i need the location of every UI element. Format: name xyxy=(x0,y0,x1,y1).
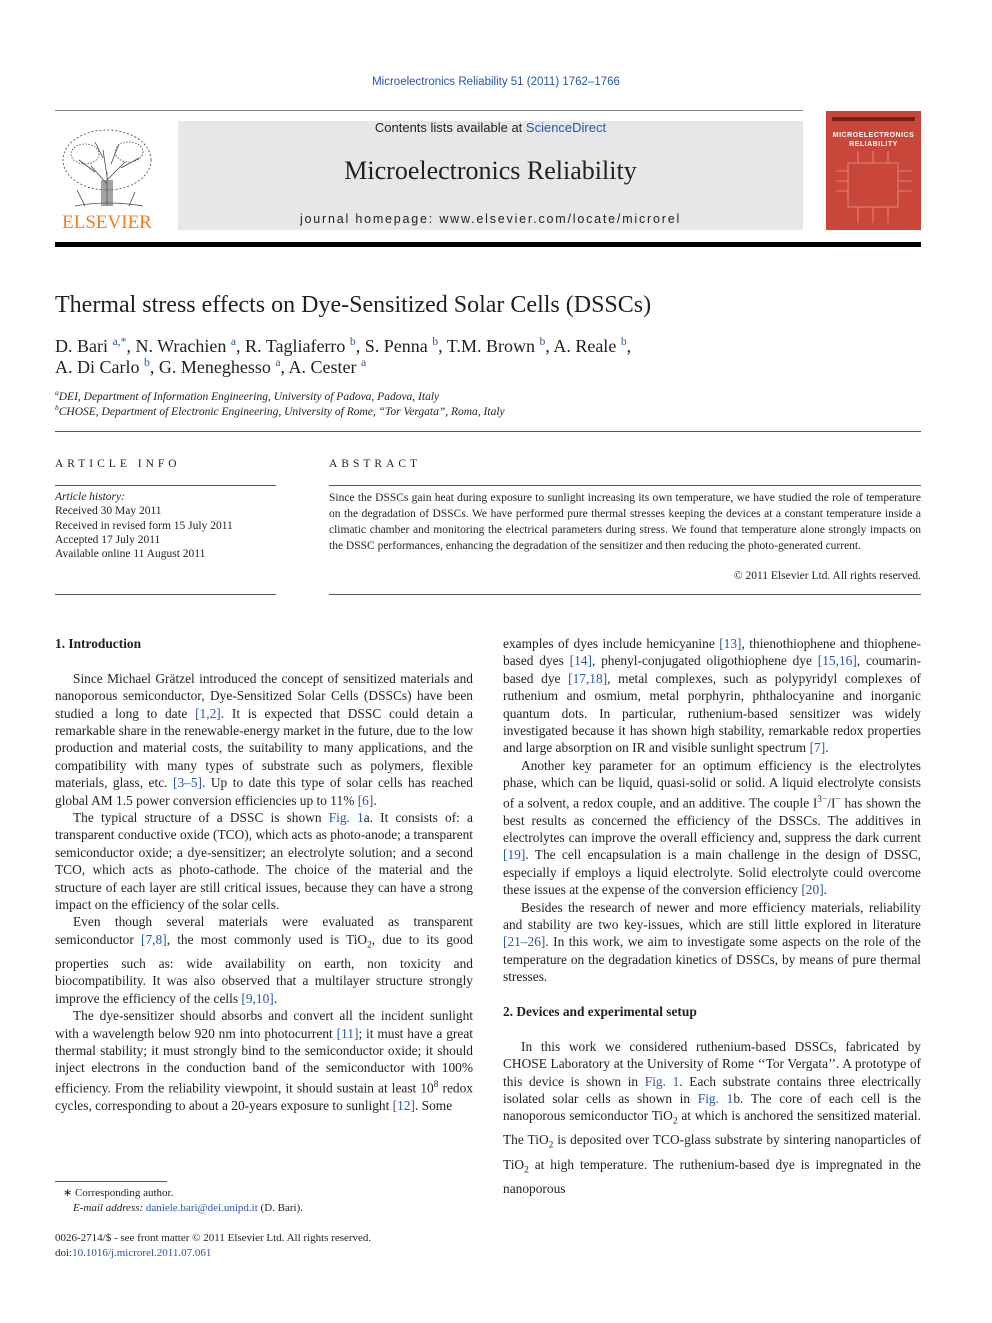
affiliation-b-text: CHOSE, Department of Electronic Engineering, University of Rome, “Tor Vergata”, Roma, Italy xyxy=(58,405,505,418)
author-affiliation-mark[interactable]: b xyxy=(349,335,356,348)
journal-cover xyxy=(826,111,921,230)
affiliation-rule xyxy=(55,431,921,432)
cover-circuit-icon xyxy=(826,111,921,230)
citation-link[interactable]: [1,2] xyxy=(195,705,221,721)
citation-link[interactable]: [14] xyxy=(569,653,592,669)
citation-link[interactable]: [11] xyxy=(336,1025,359,1041)
superscript: 8 xyxy=(433,1079,439,1090)
asterisk-mark: ∗ xyxy=(63,1187,75,1199)
footnote-rule xyxy=(55,1181,167,1182)
citation-link[interactable]: [19] xyxy=(503,847,526,863)
abstract-rule-bottom xyxy=(329,594,921,595)
author-name: A. Reale xyxy=(553,336,617,356)
body-right-column xyxy=(503,635,921,1197)
paragraph-text: , due to its good properties such as: wide availability on earth, non toxicity and biocompatibility. It was also observed that a multilayer structure strongly improve the efficiency of the cells xyxy=(55,931,474,1006)
cover-title-line-1: MICROELECTRONICS xyxy=(832,132,915,139)
author-affiliation-mark[interactable]: b xyxy=(539,335,546,348)
citation-link[interactable]: [9,10] xyxy=(241,990,274,1006)
citation-link[interactable]: [20] xyxy=(801,882,824,898)
section-2-heading: 2. Devices and experimental setup xyxy=(503,1003,697,1019)
author-name: N. Wrachien xyxy=(135,336,227,356)
body-left-column xyxy=(55,635,473,1114)
email-link[interactable]: daniele.bari@dei.unipd.it xyxy=(145,1202,258,1214)
author-affiliation-mark[interactable]: b xyxy=(144,356,150,369)
history-revised: Received in revised form 15 July 2011 xyxy=(55,519,233,532)
email-label: E-mail address: xyxy=(73,1202,146,1214)
affiliation-a-mark: a xyxy=(55,388,59,397)
paragraph-text: . In this work, we aim to investigate some aspects on the role of the temperature on the degradation kinetics of DSSCs, by means of pure thermal stresses. xyxy=(503,934,921,985)
paragraph-text: a. It consists of: a transparent conductive oxide (TCO), which acts as photo-anode; a transparent semiconductor oxide; a dye-sensitizer; an electrolyte solution; and a second TCO, which acts as photo-cathode. The choice of the material and the structure of each layer are still critical issues, because they can have a strong impact on the efficiency of the solar cells. xyxy=(55,810,473,913)
superscript: − xyxy=(835,794,841,805)
author-affiliation-mark[interactable]: a xyxy=(361,356,367,369)
paragraph-text: examples of dyes include hemicyanine xyxy=(503,636,720,651)
issn-line: 0026-2714/$ - see front matter © 2011 Elsevier Ltd. All rights reserved. xyxy=(55,1232,372,1244)
citation-link[interactable]: [3–5] xyxy=(173,775,203,791)
author-name: G. Meneghesso xyxy=(158,357,271,377)
paragraph-text: b. The core of each cell is the nanoporous semiconductor TiO xyxy=(503,1091,921,1124)
elsevier-logo xyxy=(55,120,159,232)
author-name: A. Di Carlo xyxy=(55,357,140,377)
paragraph-text: at high temperature. The ruthenium-based dye is impregnated in the nanoporous xyxy=(503,1156,921,1196)
cover-title-line-2: RELIABILITY xyxy=(849,141,898,148)
abstract-heading: ABSTRACT xyxy=(329,458,422,470)
paragraph-text: , the most commonly used is TiO xyxy=(166,931,368,947)
paragraph-text: . Each substrate contains three electrically isolated solar cells as shown in xyxy=(503,1073,922,1106)
paragraph-text: . It is expected that DSSC could detain a remarkable share in the renewable-energy market in the future, due to the low production and material costs, the suitability to many applications, and the compatibility with many types of substrate such as polymers, flexible materials, glass, etc. xyxy=(55,705,474,791)
figure-reference[interactable]: Fig. 1 xyxy=(328,810,364,826)
article-history xyxy=(55,490,276,561)
journal-homepage[interactable]: journal homepage: www.elsevier.com/locate/microrel xyxy=(299,212,682,226)
paragraph xyxy=(503,1038,921,1197)
subscript: 2 xyxy=(367,940,372,951)
citation-link[interactable]: [21–26] xyxy=(503,934,546,950)
paragraph-text: The dye-sensitizer should absorbs and convert all the incident sunlight with a wavelength below 920 nm into photocurrent xyxy=(55,1008,473,1041)
email-suffix: (D. Bari). xyxy=(257,1202,303,1214)
author-name: A. Cester xyxy=(288,357,357,377)
author-name: D. Bari xyxy=(55,336,108,356)
authors-line-1: D. Bari $^{a,*}$, N. Wrachien $^a$, R. Tagliaferro $^b$, S. Penna $^b$, T.M. Brown $^b$, A. Reale $^b$, xyxy=(55,335,632,356)
paragraph-text: . xyxy=(825,740,829,756)
author-affiliation-mark[interactable]: b xyxy=(432,335,439,348)
paragraph-text: /I xyxy=(827,795,836,811)
paragraph-text: has shown the best results as concerned the efficiency of the DSSCs. The additives in electrolytes can improve the overall efficiency and, suppress the dark current xyxy=(503,795,921,845)
footnote xyxy=(55,1186,303,1216)
citation-link[interactable]: [7] xyxy=(809,740,826,756)
paragraph-text: The typical structure of a DSSC is shown xyxy=(73,810,329,826)
figure-reference[interactable]: Fig. 1 xyxy=(697,1091,734,1106)
figure-reference[interactable]: Fig. 1 xyxy=(644,1073,680,1089)
paragraph-text: at which is anchored the sensitized material. The TiO xyxy=(503,1108,921,1148)
article-info-rule-bottom xyxy=(55,594,276,595)
paragraph-text: is deposited over TCO-glass substrate by sintering nanoparticles of TiO xyxy=(503,1132,921,1172)
paragraph xyxy=(55,670,473,809)
affiliation-a xyxy=(55,388,439,403)
affiliation-b xyxy=(55,403,505,418)
paragraph-text: Even though several materials were evaluated as transparent semiconductor xyxy=(55,914,473,947)
elsevier-wordmark: ELSEVIER xyxy=(62,212,152,232)
paragraph-text: Another key parameter for an optimum efficiency is the electrolytes phase, which can be liquid, quasi-solid or solid. A liquid electrolyte consists of a solvent, a redox couple, and an additive. The couple I xyxy=(503,757,921,811)
author-name: R. Tagliaferro xyxy=(245,336,346,356)
paragraph-text: , metal complexes, such as polypyridyl complexes of ruthenium and osmium, metal porphyrin, phthalocyanine and inorganic quantum dots. In particular, ruthenium-based sensitizer was widely investigated because it has shown high stability, remarkable redox properties and large absorption on IR and visible sunlight spectrum xyxy=(503,670,921,756)
paragraph xyxy=(55,1007,473,1114)
paragraph-text: . xyxy=(373,792,377,808)
paragraph-text: . xyxy=(273,990,278,1006)
author-affiliation-mark[interactable]: b xyxy=(620,335,627,348)
history-accepted: Accepted 17 July 2011 xyxy=(55,533,161,546)
affiliation-b-mark: b xyxy=(55,403,59,412)
article-info-heading: ARTICLE INFO xyxy=(55,458,181,470)
contents-prefix: Contents lists available at xyxy=(374,120,526,135)
paragraph-text: In this work we considered ruthenium-based DSSCs, fabricated by CHOSE Laboratory at the University of Rome ‘‘Tor Vergata’’. A prototype of this device is shown in xyxy=(503,1038,921,1089)
paragraph-text: . Some xyxy=(414,1097,453,1113)
subscript: 2 xyxy=(672,1117,678,1128)
paragraph-text: , thienothiophene and thiophene-based dyes xyxy=(503,636,921,669)
citation-link[interactable]: [6] xyxy=(357,792,374,808)
abstract-rule-top xyxy=(329,485,921,486)
header-rule xyxy=(55,110,803,111)
affiliation-a-text: DEI, Department of Information Engineering, University of Padova, Padova, Italy xyxy=(58,390,440,403)
paragraph-text: . Up to date this type of solar cells has reached global AM 1.5 power conversion efficiencies up to 11% xyxy=(55,775,473,808)
paragraph-text: , phenyl-conjugated oligothiophene dye xyxy=(591,653,818,669)
paragraph-text: ; it must have a great thermal stability; it must strongly bind to the semiconductor oxide; it should inject electrons in the conduction band of the semiconductor with 100% efficiency. From the reliability viewpoint, it should sustain at least 10 xyxy=(55,1025,473,1096)
author-name: S. Penna xyxy=(364,336,428,356)
doi-link[interactable]: 10.1016/j.microrel.2011.07.061 xyxy=(72,1247,212,1259)
paragraph-text: . The cell encapsulation is a main challenge in the design of DSSC, especially if employs a liquid electrolyte. Solid electrolyte could overcome these issues at the expense of the conversion efficiency xyxy=(503,847,921,898)
citation-link[interactable]: [15,16] xyxy=(817,653,857,669)
paragraph xyxy=(503,757,921,899)
corresponding-author: Corresponding author. xyxy=(74,1187,174,1199)
front-matter xyxy=(55,1231,371,1261)
paragraph-text: redox cycles, corresponding to about a 20-years exposure to sunlight xyxy=(55,1080,473,1113)
paragraph xyxy=(503,635,921,757)
author-affiliation-mark[interactable]: a xyxy=(230,335,237,348)
author-affiliation-mark[interactable]: a,* xyxy=(112,335,127,348)
subscript: 2 xyxy=(524,1165,529,1176)
section-1-heading: 1. Introduction xyxy=(55,636,142,651)
abstract-text: Since the DSSCs gain heat during exposure to sunlight increasing its own temperature, we have studied the role of temperature on the degradation of DSSCs. We have performed pure thermal stresses keeping the devices at a constant temperature inside a climatic chamber and monitoring the electrical parameters during stress. We found that temperature alone strongly impacts on the DSSC performances, enhancing the degradation of the sensitizer and then reducing the photo-generated current. xyxy=(329,492,921,553)
paragraph xyxy=(55,913,473,1007)
citation-link[interactable]: [12] xyxy=(392,1097,415,1113)
journal-name: Microelectronics Reliability xyxy=(344,156,637,185)
superscript: 3− xyxy=(817,794,828,805)
elsevier-tree-icon xyxy=(55,120,159,232)
citation-link[interactable]: [17,18] xyxy=(568,670,608,686)
paragraph-text: . xyxy=(823,882,828,898)
paragraph xyxy=(55,809,473,913)
paragraph xyxy=(503,899,921,986)
abstract-copyright: © 2011 Elsevier Ltd. All rights reserved. xyxy=(733,570,921,582)
paragraph-text: , coumarin-based dye xyxy=(503,653,921,686)
history-label: Article history: xyxy=(55,491,125,503)
history-received: Received 30 May 2011 xyxy=(55,505,162,518)
authors-line-2: A. Di Carlo $^b$, G. Meneghesso $^a$, A. Cester $^a$ xyxy=(55,356,367,377)
citation-link[interactable]: [13] xyxy=(719,636,742,651)
subscript: 2 xyxy=(548,1141,554,1152)
article-info-rule-top xyxy=(55,485,276,486)
journal-reference[interactable]: Microelectronics Reliability 51 (2011) 1762–1766 xyxy=(372,76,620,88)
history-online: Available online 11 August 2011 xyxy=(55,548,206,561)
paragraph-text: Since Michael Grätzel introduced the concept of sensitized materials and nanoporous semiconductor, Dye-Sensitized Solar Cells (DSSCs) have been studied a long to date xyxy=(55,670,473,721)
citation-link[interactable]: [7,8] xyxy=(141,931,167,947)
doi-label: doi: xyxy=(55,1247,73,1259)
header-thick-rule xyxy=(55,242,921,247)
paragraph-text: Besides the research of newer and more efficiency materials, reliability and stability are two key-issues, which are still little explored in literature xyxy=(503,899,921,932)
contents-line xyxy=(178,120,803,135)
author-affiliation-mark[interactable]: a xyxy=(275,356,281,369)
author-name: T.M. Brown xyxy=(446,336,535,356)
article-title: Thermal stress effects on Dye-Sensitized Solar Cells (DSSCs) xyxy=(55,292,652,318)
sciencedirect-link[interactable]: ScienceDirect xyxy=(525,120,607,135)
